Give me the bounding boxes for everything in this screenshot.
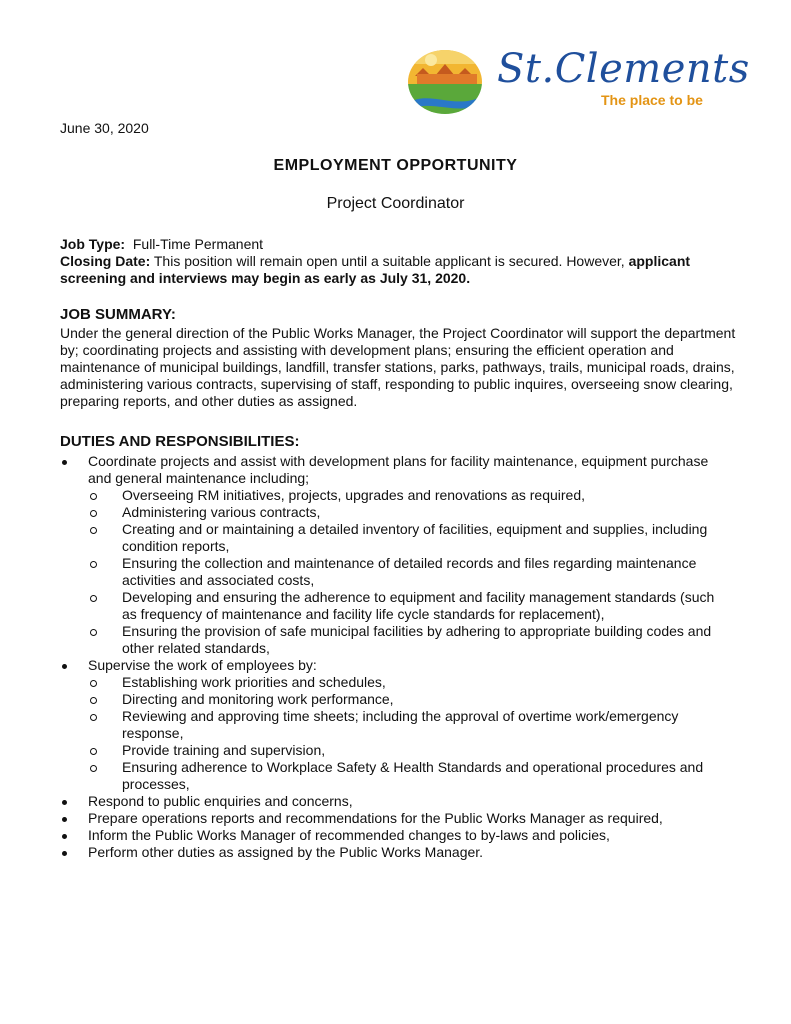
page-title: EMPLOYMENT OPPORTUNITY [273, 157, 518, 174]
closing-date-label: Closing Date: [60, 253, 151, 269]
duty-subitem-text: Establishing work priorities and schedules, [122, 674, 386, 690]
duty-subitem [88, 742, 730, 759]
job-type-label: Job Type: [60, 236, 126, 252]
duty-subitem [88, 759, 730, 793]
duty-subitem-text: Reviewing and approving time sheets; including the approval of overtime work/emergency response, [122, 708, 679, 741]
duty-text: Coordinate projects and assist with development plans for facility maintenance, equipment purchase and general maintenance including; [88, 453, 709, 486]
duty-subitem [88, 708, 730, 742]
duty-subitem [88, 623, 730, 657]
duty-sublist [88, 674, 730, 793]
duty-text: Respond to public enquiries and concerns, [88, 793, 353, 809]
duties-bullets [60, 453, 730, 861]
duty-subitem-text: Creating and or maintaining a detailed inventory of facilities, equipment and supplies, including condition reports, [122, 521, 708, 554]
job-type-line [60, 236, 740, 253]
duty-item [60, 793, 730, 810]
closing-date-value: This position will remain open until a suitable applicant is secured. However, [153, 253, 625, 269]
circle-bullet-icon [88, 555, 98, 572]
job-summary-heading: JOB SUMMARY: [60, 306, 176, 323]
duty-subitem-text: Provide training and supervision, [122, 742, 326, 758]
duty-subitem-text: Ensuring the collection and maintenance of detailed records and files regarding maintenance activities and associated costs, [122, 555, 697, 588]
duty-subitem-text: Directing and monitoring work performance, [122, 691, 394, 707]
bullet-icon [60, 810, 68, 827]
letter-date: June 30, 2020 [60, 120, 149, 136]
duty-text: Perform other duties as assigned by the Public Works Manager. [88, 844, 484, 860]
brand-tagline: The place to be [601, 92, 703, 108]
circle-bullet-icon [88, 589, 98, 606]
duty-subitem [88, 521, 730, 555]
circle-bullet-icon [88, 674, 98, 691]
circle-bullet-icon [88, 742, 98, 759]
closing-date-emphasis: applicant screening and interviews may begin as early as July 31, 2020. [60, 253, 691, 286]
position-title: Project Coordinator [326, 195, 465, 212]
bullet-icon [60, 793, 68, 810]
circle-bullet-icon [88, 691, 98, 708]
brand-name: St.Clements [497, 46, 750, 92]
duty-subitem [88, 504, 730, 521]
duty-subitem [88, 487, 730, 504]
circle-bullet-icon [88, 759, 98, 776]
duty-text: Inform the Public Works Manager of recommended changes to by-laws and policies, [88, 827, 610, 843]
bullet-icon [60, 657, 68, 674]
duty-subitem-text: Developing and ensuring the adherence to equipment and facility management standards (such as frequency of maintenance and facility life cycle standards for replacement), [122, 589, 715, 622]
bullet-icon [60, 844, 68, 861]
duty-sublist [88, 487, 730, 657]
circle-bullet-icon [88, 504, 98, 521]
duty-subitem-text: Administering various contracts, [122, 504, 321, 520]
bullet-icon [60, 453, 68, 470]
duty-item [60, 657, 730, 793]
duty-subitem-text: Overseeing RM initiatives, projects, upgrades and renovations as required, [122, 487, 586, 503]
duty-item [60, 827, 730, 844]
duty-item [60, 453, 730, 657]
circle-bullet-icon [88, 521, 98, 538]
circle-bullet-icon [88, 623, 98, 640]
bullet-icon [60, 827, 68, 844]
job-meta [60, 236, 740, 287]
duty-subitem [88, 555, 730, 589]
duty-subitem-text: Ensuring the provision of safe municipal facilities by adhering to appropriate building codes and other related standards, [122, 623, 712, 656]
duty-subitem [88, 691, 730, 708]
job-summary-text: Under the general direction of the Public Works Manager, the Project Coordinator will support the department by; coordinating projects and assisting with development plans; ensuring the efficient operation and maintenance of municipal buildings, landfill, transfer stations, parks, pathways, trails, municipal roads, drains, administering various contracts, supervising of staff, responding to public inquires, overseeing snow clearing, preparing reports, and other duties as assigned. [60, 325, 736, 409]
duty-text: Supervise the work of employees by: [88, 657, 317, 673]
job-type-value: Full-Time Permanent [132, 236, 264, 252]
duty-subitem-text: Ensuring adherence to Workplace Safety & Health Standards and operational procedures and processes, [122, 759, 704, 792]
duty-item [60, 844, 730, 861]
duty-subitem [88, 674, 730, 691]
closing-date-line [60, 253, 740, 287]
duties-list [60, 453, 730, 861]
duty-item [60, 810, 730, 827]
duty-text: Prepare operations reports and recommendations for the Public Works Manager as required, [88, 810, 663, 826]
logo-emblem-icon [405, 46, 487, 116]
duties-heading: DUTIES AND RESPONSIBILITIES: [60, 433, 300, 450]
circle-bullet-icon [88, 487, 98, 504]
circle-bullet-icon [88, 708, 98, 725]
st-clements-logo [405, 46, 750, 116]
duty-subitem [88, 589, 730, 623]
